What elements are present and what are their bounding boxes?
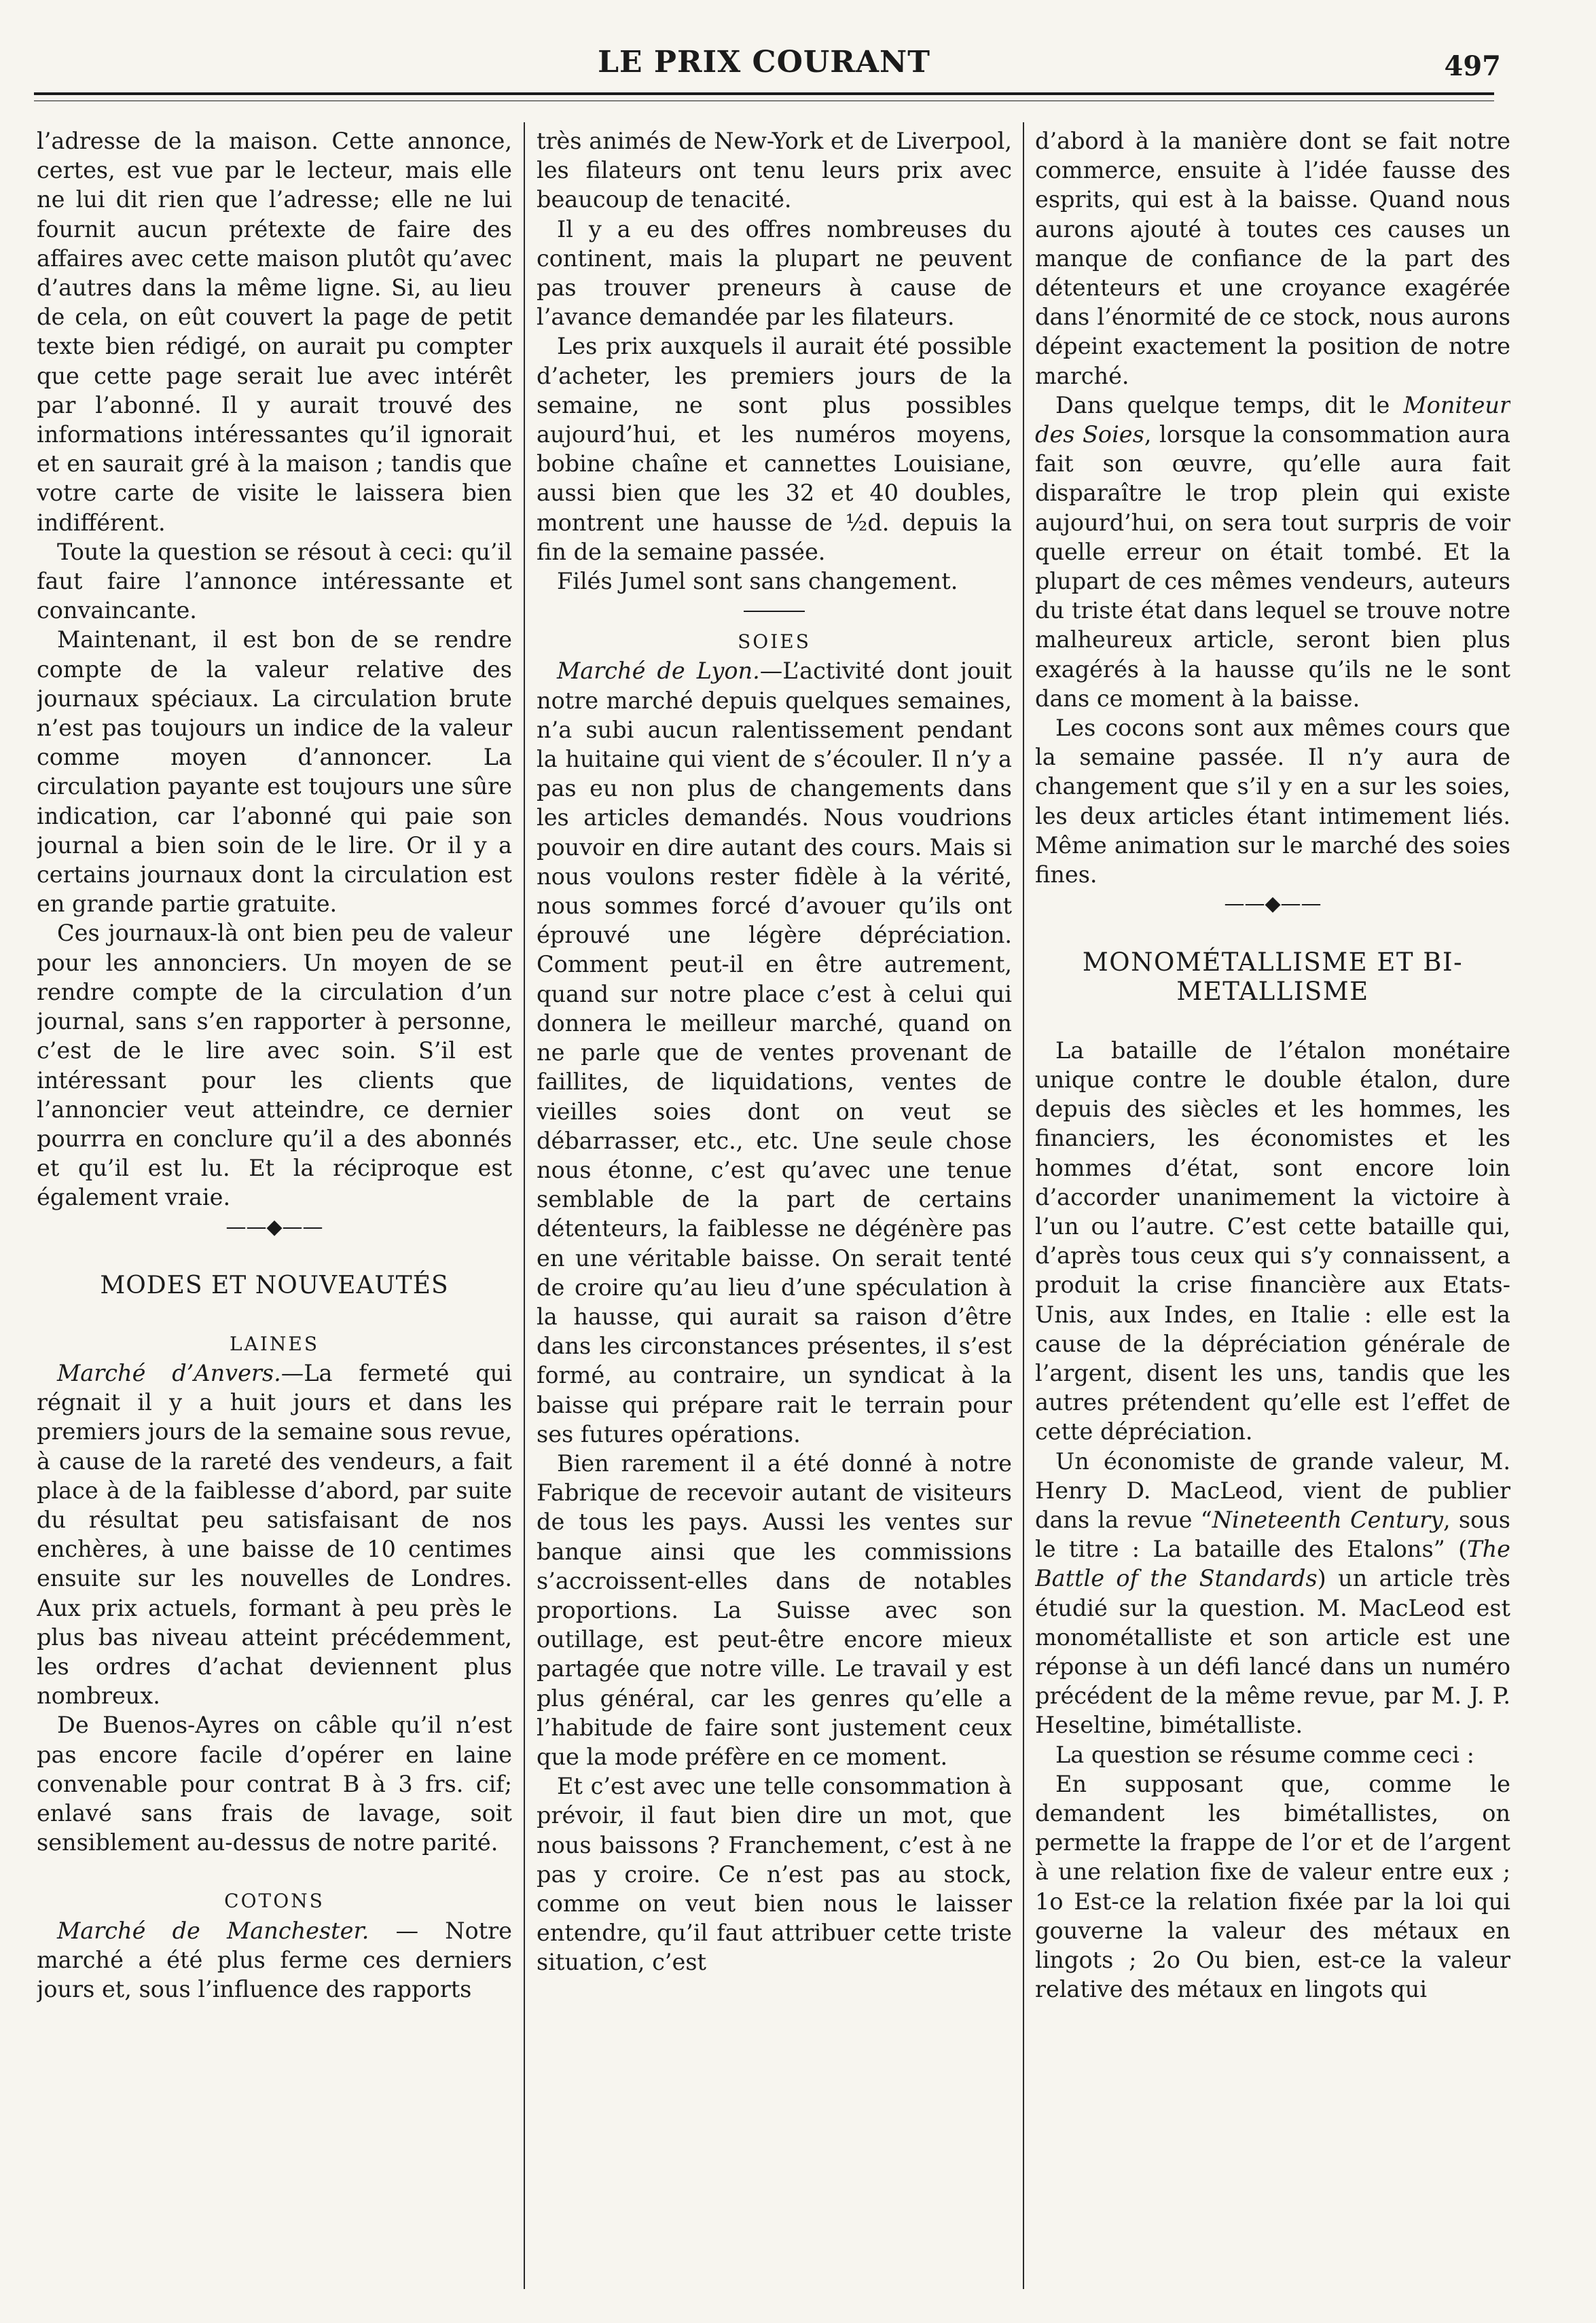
paragraph: Marché d’Anvers.—La fermeté qui régnait il y a huit jours et dans les premiers jours de la semaine sous revue, à cause de la rareté des vendeurs, a fait place à de la faiblesse d’abord, par suite du résultat peu satisfaisant de nos enchères, à une baisse de 10 centimes ensuite sur les nouvelles de Londres. Aux prix actuels, formant à peu près le plus bas niveau atteint précédemment, les ordres d’achat deviennent plus nombreux.: [37, 1359, 512, 1710]
paragraph: Dans quelque temps, dit le Moniteur des Soies, lorsque la consommation aura fait son œuvre, qu’elle aura fait disparaître le trop plein qui existe aujourd’hui, on sera tout surpris de voir quelle erreur on était tombé. Et la plupart de ces mêmes vendeurs, auteurs du triste état dans lequel se trouve notre malheureux article, seront bien plus exagérés à la hausse qu’ils ne le sont dans ce moment à la baisse.: [1035, 391, 1510, 712]
paragraph: De Buenos-Ayres on câble qu’il n’est pas encore facile d’opérer en laine convenable pour contrat B à 3 frs. cif; enlavé sans frais de lavage, soit sensiblement au-dessus de notre parité.: [37, 1712, 512, 1856]
paragraph: La bataille de l’étalon monétaire unique contre le double étalon, dure depuis des siècles et les hommes, les financiers, les économistes et les hommes d’état, sont encore loin d’accorder unanimement la victoire à l’un ou l’autre. C’est cette bataille qui, d’après tous ceux qui s’y connaissent, a produit la crise financière aux Etats-Unis, aux Indes, en Italie : elle est la cause de la dépréciation générale de l’argent, disent les uns, tandis que les autres prétendent qu’elle est l’effet de cette dépréciation.: [1035, 1037, 1510, 1445]
paragraph: Maintenant, il est bon de se rendre compte de la valeur relative des journaux spéciaux. La circulation brute n’est pas toujours un indice de la valeur comme moyen d’annoncer. La circulation payante est toujours une sûre indication, car l’abonné qui paie son journal a bien soin de le lire. Or il y a certains journaux dont la circulation est en grande partie gratuite.: [37, 626, 512, 918]
paragraph: l’adresse de la maison. Cette annonce, certes, est vue par le lecteur, mais elle ne lui dit rien que l’adresse; elle ne lui fournit aucun prétexte de faire des affaires avec cette maison plutôt qu’avec d’autres dans la même ligne. Si, au lieu de cela, on eût couvert la page de petit texte bien rédigé, on aurait pu compter que cette page serait lue avec intérêt par l’abonné. Il y aurait trouvé des informations intéressantes qu’il ignorait et en saurait gré à la maison ; tandis que votre carte de visite le laissera bien indifférent.: [37, 128, 512, 536]
market-lead: Marché de Lyon.: [557, 658, 760, 685]
column-1: [37, 126, 512, 2275]
paragraph: Filés Jumel sont sans changement.: [557, 568, 958, 595]
section-heading-monometallisme: MONOMÉTALLISME ET BI-: [1082, 948, 1464, 977]
paragraph: En supposant que, comme le demandent les bimétallistes, on permette la frappe de l’or et de l’argent à une relation fixe de valeur entre eux ; 1o Est-ce la relation fixée par la loi qui gouverne la valeur des métaux en lingots ; 2o Ou bien, est-ce la valeur relative des métaux en lingots qui: [1035, 1770, 1510, 2003]
column-divider: [524, 122, 525, 2289]
market-lead: Marché de Manchester.: [57, 1917, 369, 1944]
subheading-soies: SOIES: [738, 630, 811, 653]
subheading-laines: LAINES: [230, 1332, 319, 1355]
paragraph: Toute la question se résout à ceci: qu’il faut faire l’annonce intéressante et convaincante.: [37, 538, 512, 624]
paragraph: Ces journaux-là ont bien peu de valeur pour les annonciers. Un moyen de se rendre compte de la circulation d’un journal, sans s’en rapporter à personne, c’est de le lire avec soin. S’il est intéressant pour les clients que l’annoncier veut atteindre, ce dernier pourrra en conclure qu’il a des abonnés et qu’il est lu. Et la réciproque est également vraie.: [37, 920, 512, 1211]
paragraph: Et c’est avec une telle consommation à prévoir, il faut bien dire un mot, que nous baissons ? Franchement, c’est à ne pas y croire. Ce n’est pas au stock, comme on veut bien nous le laisser entendre, qu’il faut attribuer cette triste situation, c’est: [537, 1773, 1012, 1976]
page-number: 497: [1444, 50, 1501, 82]
ornament-divider: ——◆——: [225, 1214, 323, 1239]
paragraph: Les cocons sont aux mêmes cours que la semaine passée. Il n’y aura de changement que s’il y en a sur les soies, les deux articles étant intimement liés. Même animation sur le marché des soies fines.: [1035, 715, 1510, 888]
paragraph: Un économiste de grande valeur, M. Henry D. MacLeod, vient de publier dans la revue “Nineteenth Century, sous le titre : La bataille des Etalons” (The Battle of the Standards) un article très étudié sur la question. M. MacLeod est monométalliste et son article est une réponse à un défi lancé dans un numéro précédent de la même revue, par M. J. P. Heseltine, bimétalliste.: [1035, 1447, 1510, 1739]
paragraph: Bien rarement il a été donné à notre Fabrique de recevoir autant de visiteurs de tous les pays. Aussi les ventes sur banque ainsi que les commissions s’accroissent-elles dans de notables proportions. La Suisse avec son outillage, est peut-être encore mieux partagée que notre ville. Le travail y est plus général, car les genres qu’elle a l’habitude de faire sont justement ceux que la mode préfère en ce moment.: [537, 1449, 1012, 1770]
paragraph: très animés de New-York et de Liverpool, les filateurs ont tenu leurs prix avec beaucoup de tenacité.: [537, 128, 1012, 213]
subheading-cotons: COTONS: [224, 1890, 325, 1913]
paragraph: Marché de Manchester. — Notre marché a été plus ferme ces derniers jours et, sous l’influence des rapports: [37, 1917, 512, 2002]
divider-rule: [744, 611, 805, 612]
column-3: [1035, 126, 1510, 2275]
journal-title: LE PRIX COURANT: [598, 45, 930, 79]
section-heading-modes: MODES ET NOUVEAUTÉS: [100, 1271, 449, 1299]
paragraph: La question se résume comme ceci :: [1055, 1741, 1474, 1768]
market-lead: Marché d’Anvers.: [57, 1359, 281, 1386]
paragraph: Il y a eu des offres nombreuses du continent, mais la plupart ne peuvent pas trouver preneurs à cause de l’avance demandée par les filateurs.: [537, 215, 1012, 331]
ornament-divider: ——◆——: [1224, 892, 1322, 916]
column-divider: [1023, 122, 1024, 2289]
page-header: [34, 41, 1501, 88]
header-rule: [34, 92, 1494, 101]
column-2: [537, 126, 1012, 2275]
section-heading-monometallisme-cont: METALLISME: [1176, 977, 1369, 1007]
paragraph: Marché de Lyon.—L’activité dont jouit notre marché depuis quelques semaines, n’a subi aucun ralentissement pendant la huitaine qui vient de s’écouler. Il n’y a pas eu non plus de changements dans les articles demandés. Nous voudrions pouvoir en dire autant des cours. Mais si nous voulons rester fidèle à la vérité, nous sommes forcé d’avouer qu’ils ont éprouvé une légère dépréciation. Comment peut-il en être autrement, quand sur notre place c’est à celui qui donnera le meilleur marché, quand on ne parle que de ventes provenant de faillites, de liquidations, ventes de vieilles soies dont on veut se débarrasser, etc., etc. Une seule chose nous étonne, c’est qu’avec une tenue semblable de la part de certains détenteurs, la faiblesse ne dégénère pas en une véritable baisse. On serait tenté de croire qu’au lieu d’une spéculation à la hausse, qui aurait sa raison d’être dans les circonstances présentes, il s’est formé, au contraire, un syndicat à la baisse qui prépare rait le terrain pour ses futures opérations.: [537, 658, 1012, 1447]
paragraph: d’abord à la manière dont se fait notre commerce, ensuite à l’idée fausse des esprits, qui est à la baisse. Quand nous aurons ajouté à toutes ces causes un manque de confiance de la part des détenteurs et une croyance exagérée dans l’énormité de ce stock, nous aurons dépeint exactement la position de notre marché.: [1035, 128, 1510, 389]
paragraph: Les prix auxquels il aurait été possible d’acheter, les premiers jours de la semaine, ne sont plus possibles aujourd’hui, et les numéros moyens, bobine chaîne et cannettes Louisiane, aussi bien que les 32 et 40 doubles, montrent une hausse de ½d. depuis la fin de la semaine passée.: [537, 333, 1012, 565]
